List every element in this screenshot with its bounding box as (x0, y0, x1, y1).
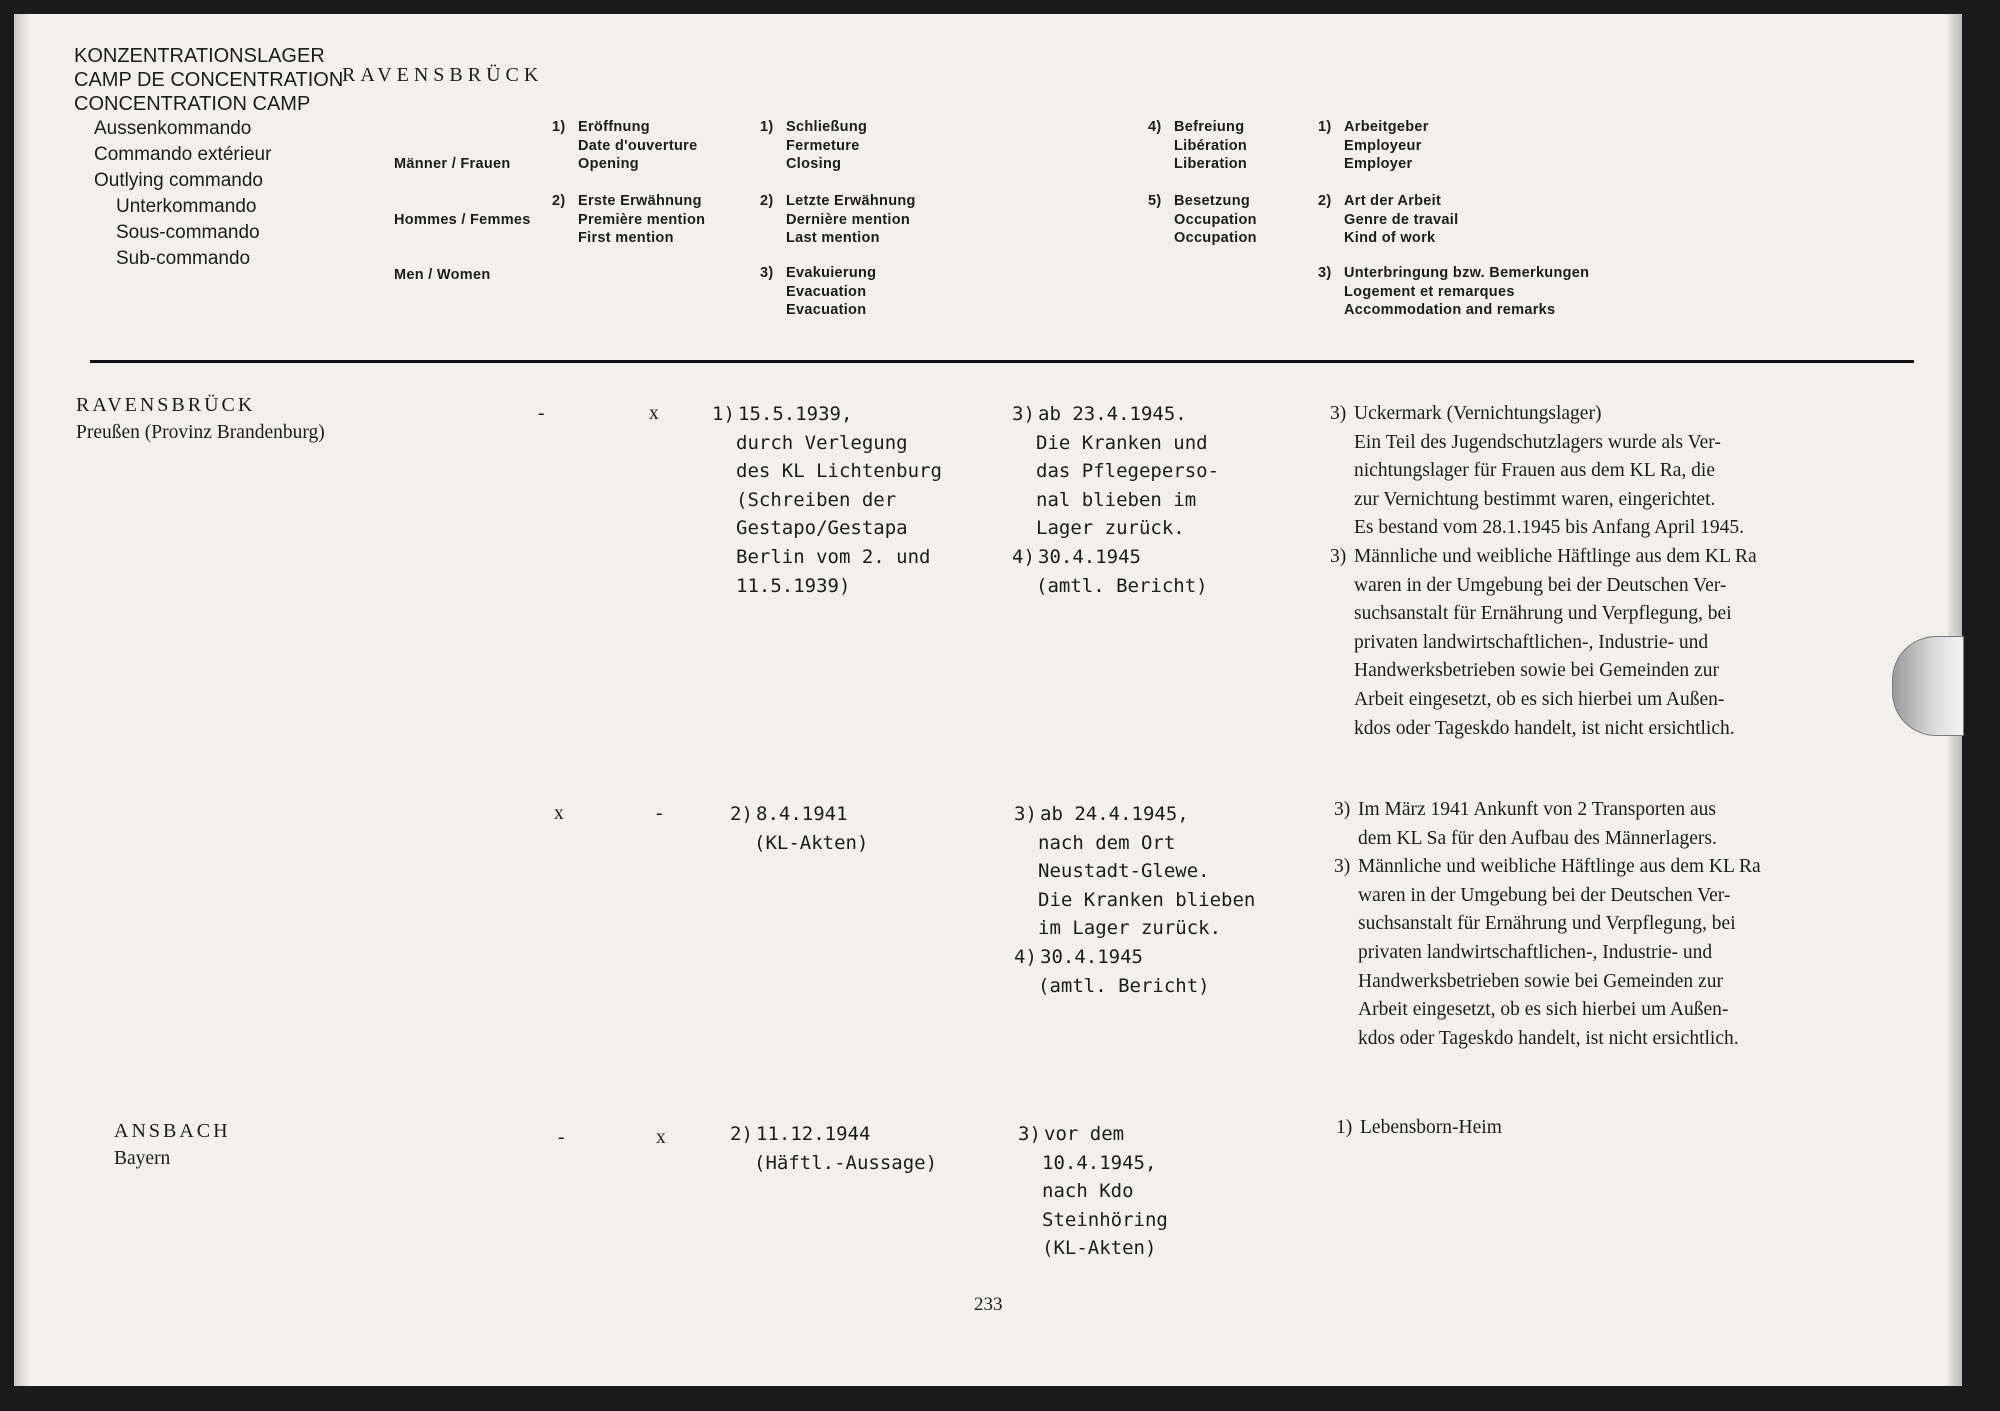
note-line: ab 23.4.1945. (1038, 403, 1187, 425)
occupation-number: 5) (1148, 193, 1162, 209)
entry-name-block (76, 394, 325, 448)
page-tab (1892, 636, 1964, 736)
closing-en: Closing (786, 156, 842, 172)
first-mention-number: 2) (552, 193, 566, 209)
occupation-en: Occupation (1174, 230, 1257, 246)
note-line: (amtl. Bericht) (1038, 974, 1210, 997)
page-number: 233 (974, 1294, 1003, 1315)
opening-en: Opening (578, 156, 639, 172)
last-mention-en: Last mention (786, 230, 880, 246)
evacuation-en: Evacuation (786, 302, 867, 318)
note-line: Arbeit eingesetzt, ob es sich hierbei um Außen- (1354, 688, 1725, 710)
closing-fr: Fermeture (786, 137, 860, 154)
gender-fr: Hommes / Femmes (394, 211, 531, 228)
note-line: 30.4.1945 (1038, 545, 1141, 568)
accommodation-number: 3) (1318, 265, 1332, 281)
last-mention-fr: Dernière mention (786, 211, 911, 228)
note-line: privaten landwirtschaftlichen-, Industrie- und (1358, 941, 1713, 963)
note-line: 8.4.1941 (756, 803, 848, 825)
aussenkommando-de: Aussenkommando (94, 118, 252, 139)
note-line: (amtl. Bericht) (1036, 574, 1208, 597)
unterkommando-en: Sub-commando (116, 248, 251, 269)
note-number: 2) (730, 1123, 753, 1145)
work-type-column-header (1318, 192, 1458, 248)
note-line: ab 24.4.1945, (1040, 803, 1189, 825)
closing-number: 1) (760, 119, 774, 135)
note-line: 15.5.1939, (738, 403, 853, 425)
aussenkommando-en: Outlying commando (94, 170, 263, 191)
last-mention-column-header (760, 192, 916, 248)
note-number: 3) (1018, 1123, 1041, 1145)
evacuation-column-header (760, 264, 876, 320)
note-line: waren in der Umgebung bei der Deutschen Ver- (1354, 574, 1727, 596)
entry-name-block (114, 1120, 231, 1174)
note-line: Steinhöring (1042, 1208, 1168, 1231)
occupation-fr: Occupation (1174, 211, 1257, 228)
camp-name: RAVENSBRÜCK (342, 64, 544, 86)
employer-column-header (1318, 118, 1429, 174)
liberation-number: 4) (1148, 119, 1162, 135)
remarks-info (1336, 1114, 1502, 1143)
accommodation-column-header (1318, 264, 1589, 320)
note-number: 4) (1012, 545, 1035, 568)
entry-name: ANSBACH (114, 1120, 231, 1142)
note-line: 11.12.1944 (756, 1123, 871, 1145)
accommodation-fr: Logement et remarques (1344, 283, 1515, 300)
opening-de: Eröffnung (578, 119, 650, 135)
work-type-number: 2) (1318, 193, 1332, 209)
note-line: Männliche und weibliche Häftlinge aus dem KL Ra (1358, 856, 1761, 878)
evacuation-fr: Evacuation (786, 283, 867, 300)
note-number: 3) (1334, 856, 1351, 878)
note-number: 3) (1330, 545, 1347, 567)
note-line: im Lager zurück. (1038, 917, 1222, 940)
women-mark: - (656, 803, 663, 824)
note-line: (Schreiben der (736, 488, 897, 511)
note-line: Im März 1941 Ankunft von 2 Transporten aus (1358, 799, 1717, 820)
note-line: Gestapo/Gestapa (736, 517, 908, 540)
unterkommando-de: Unterkommando (116, 196, 257, 217)
closing-info (1012, 400, 1219, 600)
note-line: nal blieben im (1036, 488, 1197, 511)
occupation-column-header (1148, 192, 1257, 248)
note-number: 3) (1334, 799, 1351, 820)
aussenkommando-heading (94, 116, 271, 194)
remarks-info (1334, 796, 1761, 1053)
note-line: vor dem (1044, 1123, 1125, 1145)
opening-number: 1) (552, 119, 566, 135)
closing-info (1018, 1120, 1168, 1263)
note-line: 11.5.1939) (736, 574, 851, 597)
opening-info (730, 800, 868, 857)
note-line: Neustadt-Glewe. (1038, 860, 1210, 883)
note-line: (KL-Akten) (754, 831, 869, 854)
camp-type-de: KONZENTRATIONSLAGER (74, 45, 325, 67)
note-line: das Pflegeperso- (1036, 460, 1220, 483)
note-number: 3) (1330, 403, 1347, 424)
note-line: durch Verlegung (736, 431, 908, 454)
first-mention-fr: Première mention (578, 211, 706, 228)
note-line: Uckermark (Vernichtungslager) (1354, 403, 1602, 424)
note-line: 10.4.1945, (1042, 1151, 1157, 1174)
camp-type-en: CONCENTRATION CAMP (74, 93, 311, 115)
note-number: 3) (1012, 403, 1035, 425)
note-line: des KL Lichtenburg (736, 460, 942, 483)
men-mark: x (554, 803, 564, 824)
opening-fr: Date d'ouverture (578, 137, 698, 154)
note-number: 3) (1014, 803, 1037, 825)
liberation-column-header (1148, 118, 1247, 174)
work-type-de: Art der Arbeit (1344, 193, 1442, 209)
note-line: Lager zurück. (1036, 517, 1185, 540)
evacuation-number: 3) (760, 265, 774, 281)
work-type-fr: Genre de travail (1344, 211, 1459, 228)
last-mention-de: Letzte Erwähnung (786, 193, 916, 209)
note-line: Männliche und weibliche Häftlinge aus dem KL Ra (1354, 545, 1757, 567)
work-type-en: Kind of work (1344, 230, 1436, 246)
note-line: 30.4.1945 (1040, 945, 1143, 968)
employer-de: Arbeitgeber (1344, 119, 1429, 135)
camp-type-fr: CAMP DE CONCENTRATION (74, 69, 344, 91)
unterkommando-heading (116, 194, 260, 272)
note-line: dem KL Sa für den Aufbau des Männerlagers. (1358, 827, 1717, 849)
closing-column-header (760, 118, 867, 174)
note-line: (Häftl.-Aussage) (754, 1151, 938, 1174)
gender-column-header (394, 118, 531, 322)
entry-region: Bayern (114, 1148, 171, 1169)
note-line: Handwerksbetrieben sowie bei Gemeinden zur (1354, 660, 1719, 682)
employer-number: 1) (1318, 119, 1332, 135)
note-line: Handwerksbetrieben sowie bei Gemeinden zur (1358, 970, 1723, 992)
note-number: 1) (712, 403, 735, 425)
gender-de: Männer / Frauen (394, 156, 511, 172)
opening-info (730, 1120, 937, 1177)
last-mention-number: 2) (760, 193, 774, 209)
liberation-fr: Libération (1174, 137, 1248, 154)
note-line: Ein Teil des Jugendschutzlagers wurde als Ver- (1354, 431, 1721, 453)
aussenkommando-fr: Commando extérieur (94, 144, 272, 165)
closing-info (1014, 800, 1255, 1000)
gender-en: Men / Women (394, 267, 491, 283)
evacuation-de: Evakuierung (786, 265, 877, 281)
note-line: Berlin vom 2. und (736, 545, 931, 568)
women-mark: x (656, 1127, 666, 1148)
note-line: Die Kranken und (1036, 431, 1208, 454)
document-page (14, 14, 1962, 1386)
opening-info (712, 400, 942, 600)
note-number: 4) (1014, 945, 1037, 968)
men-mark: - (558, 1127, 565, 1148)
entry-name: RAVENSBRÜCK (76, 394, 256, 416)
note-line: Arbeit eingesetzt, ob es sich hierbei um Außen- (1358, 999, 1729, 1021)
remarks-info (1330, 400, 1757, 743)
opening-column-header (552, 118, 697, 174)
note-line: suchsanstalt für Ernährung und Verpflegung, bei (1358, 913, 1736, 935)
note-line: kdos oder Tageskdo handelt, ist nicht ersichtlich. (1354, 717, 1735, 739)
first-mention-column-header (552, 192, 705, 248)
first-mention-de: Erste Erwähnung (578, 193, 702, 209)
note-line: nach dem Ort (1038, 831, 1176, 854)
women-mark: x (649, 403, 659, 424)
first-mention-en: First mention (578, 230, 674, 246)
employer-fr: Employeur (1344, 137, 1422, 154)
accommodation-de: Unterbringung bzw. Bemerkungen (1344, 265, 1590, 281)
header-divider (90, 360, 1914, 363)
liberation-de: Befreiung (1174, 119, 1245, 135)
note-line: kdos oder Tageskdo handelt, ist nicht ersichtlich. (1358, 1027, 1739, 1049)
note-line: waren in der Umgebung bei der Deutschen Ver- (1358, 884, 1731, 906)
note-number: 1) (1336, 1117, 1353, 1138)
unterkommando-fr: Sous-commando (116, 222, 260, 243)
occupation-de: Besetzung (1174, 193, 1251, 209)
entry-region: Preußen (Provinz Brandenburg) (76, 422, 325, 443)
accommodation-en: Accommodation and remarks (1344, 302, 1556, 318)
note-line: Lebensborn-Heim (1360, 1117, 1502, 1138)
camp-type-heading (74, 44, 343, 116)
liberation-en: Liberation (1174, 156, 1248, 172)
note-line: Die Kranken blieben (1038, 888, 1256, 911)
note-line: zur Vernichtung bestimmt waren, eingerichtet. (1354, 488, 1716, 510)
note-line: nichtungslager für Frauen aus dem KL Ra, die (1354, 460, 1716, 482)
page-binding (14, 14, 30, 1386)
men-mark: - (538, 403, 545, 424)
note-line: suchsanstalt für Ernährung und Verpflegung, bei (1354, 603, 1732, 625)
note-line: privaten landwirtschaftlichen-, Industrie- und (1354, 631, 1709, 653)
closing-de: Schließung (786, 119, 868, 135)
employer-en: Employer (1344, 156, 1413, 172)
note-number: 2) (730, 803, 753, 825)
note-line: Es bestand vom 28.1.1945 bis Anfang April 1945. (1354, 517, 1744, 539)
note-line: nach Kdo (1042, 1180, 1134, 1203)
note-line: (KL-Akten) (1042, 1237, 1157, 1260)
